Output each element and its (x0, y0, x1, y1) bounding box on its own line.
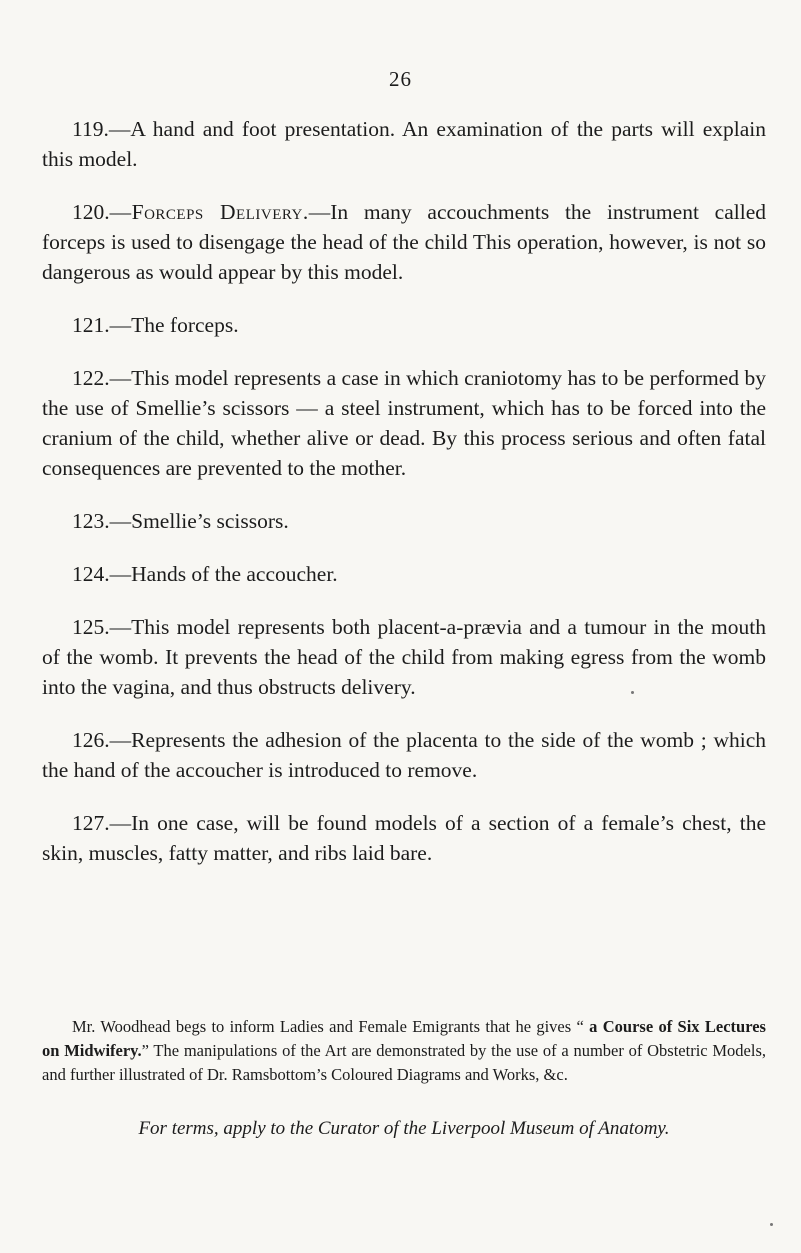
catalogue-entries (42, 114, 766, 891)
entry-number: 121. (72, 313, 110, 337)
entry-123 (42, 506, 766, 536)
entry-text: —Smellie’s scissors. (109, 509, 289, 533)
entry-text: —Represents the adhesion of the placenta to the side of the womb ; which the hand of the accoucher is introduced to remove. (42, 728, 766, 782)
page-number: 26 (389, 67, 412, 91)
lecture-notice (42, 1015, 766, 1087)
entry-number: 119. (72, 117, 109, 141)
entry-126 (42, 725, 766, 785)
entry-number: 126. (72, 728, 110, 752)
entry-text: —The forceps. (109, 313, 239, 337)
entry-text: —Hands of the accoucher. (109, 562, 338, 586)
entry-text: —This model represents both placent-a-prævia and a tumour in the mouth of the womb. It prevents the head of the child from making egress from the womb into the vagina, and thus obstructs delivery. (42, 615, 766, 699)
entry-121 (42, 310, 766, 340)
notice-emphasis: a Course of Six Lectures on Midwifery. (42, 1017, 766, 1060)
entry-124 (42, 559, 766, 589)
entry-number: 124. (72, 562, 110, 586)
entry-text: —This model represents a case in which craniotomy has to be performed by the use of Smellie’s scissors — a steel instrument, which has to be forced into the cranium of the child, whether alive or dead. By this process serious and often fatal consequences are prevented to the mother. (42, 366, 766, 480)
notice-text-before: Mr. Woodhead begs to inform Ladies and Female Emigrants that he gives “ (72, 1017, 590, 1036)
entry-number: 123. (72, 509, 110, 533)
entry-127 (42, 808, 766, 868)
footer-terms: For terms, apply to the Curator of the Liverpool Museum of Anatomy. (138, 1118, 670, 1139)
entry-number: 127. (72, 811, 110, 835)
entry-120 (42, 197, 766, 287)
entry-number: 122. (72, 366, 110, 390)
notice-text-after: ” The manipulations of the Art are demonstrated by the use of a number of Obstetric Models, and further illustrated of Dr. Ramsbottom’s Coloured Diagrams and Works, &c. (42, 1041, 766, 1084)
entry-text: —A hand and foot presentation. An examination of the parts will explain this model. (42, 117, 766, 171)
entry-text: —In one case, will be found models of a section of a female’s chest, the skin, muscles, fatty matter, and ribs laid bare. (42, 811, 766, 865)
entry-122 (42, 363, 766, 483)
entry-number: 125. (72, 615, 110, 639)
entry-heading: —Forceps Delivery. (109, 200, 309, 224)
print-speck (770, 1223, 773, 1226)
entry-119 (42, 114, 766, 174)
entry-text: —In many accouchments the instrument called forceps is used to disengage the head of the child This operation, however, is not so dangerous as would appear by this model. (42, 200, 766, 284)
entry-125 (42, 612, 766, 702)
entry-number: 120. (72, 200, 110, 224)
print-speck (631, 691, 634, 694)
